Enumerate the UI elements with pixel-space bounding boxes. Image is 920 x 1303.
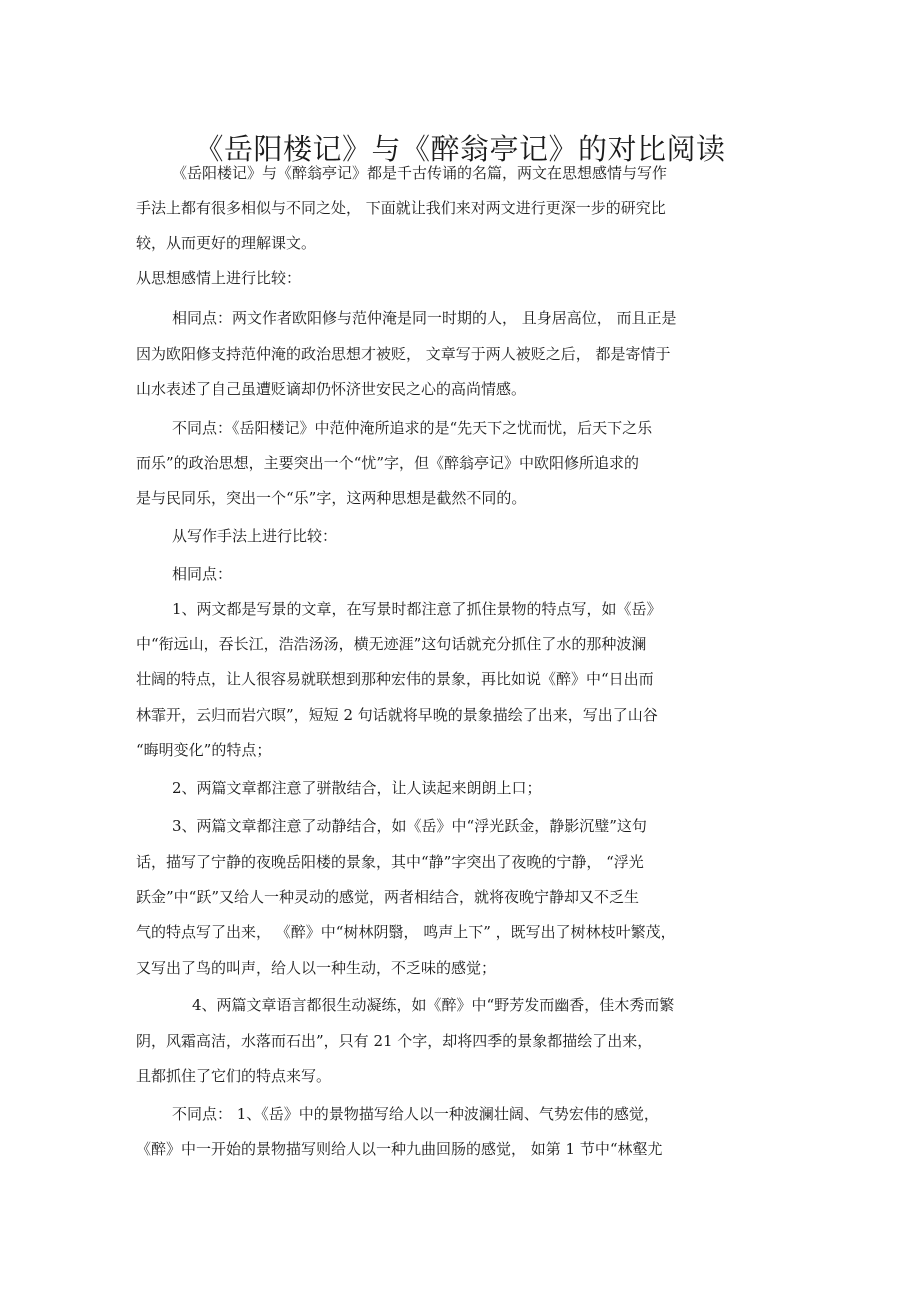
subheading: 相同点： [172, 565, 233, 583]
body-line: 又写出了鸟的叫声，给人以一种生动，不乏味的感觉； [136, 959, 497, 977]
body-line: 2、两篇文章都注意了骈散结合，让人读起来朗朗上口； [172, 779, 542, 797]
body-line: 4、两篇文章语言都很生动凝练，如《醉》中“野芳发而幽香，佳木秀而繁 [192, 996, 675, 1014]
body-line: “晦明变化”的特点； [136, 741, 272, 759]
body-line: 不同点： 1、《岳》中的景物描写给人以一种波澜壮阔、气势宏伟的感觉， [172, 1105, 659, 1123]
section-heading: 从思想感情上进行比较： [136, 269, 302, 287]
body-line: 且都抓住了它们的特点来写。 [136, 1067, 332, 1085]
body-line: 1、两文都是写景的文章，在写景时都注意了抓住景物的特点写，如《岳》 [172, 600, 662, 618]
body-line: 较，从而更好的理解课文。 [136, 234, 317, 252]
body-line: 中“衔远山，吞长江，浩浩汤汤，横无迹涯”这句话就充分抓住了水的那种波澜 [136, 635, 647, 653]
body-line: 3、两篇文章都注意了动静结合，如《岳》中“浮光跃金，静影沉璧”这句 [172, 817, 647, 835]
body-line: 林霏开，云归而岩穴暝”，短短 2 句话就将早晚的景象描绘了出来，写出了山谷 [136, 706, 658, 724]
body-line: 因为欧阳修支持范仲淹的政治思想才被贬， 文章写于两人被贬之后， 都是寄情于 [136, 345, 671, 363]
body-line: 山水表述了自己虽遭贬谪却仍怀济世安民之心的高尚情感。 [136, 380, 527, 398]
body-line: 手法上都有很多相似与不同之处， 下面就让我们来对两文进行更深一步的研究比 [136, 199, 666, 217]
body-line: 而乐”的政治思想，主要突出一个“忧”字，但《醉翁亭记》中欧阳修所追求的 [136, 454, 640, 472]
body-line: 气的特点写了出来， 《醉》中“树林阴翳， 鸣声上下” ，既写出了树林枝叶繁茂， [136, 923, 676, 941]
body-line: 跃金”中“跃”又给人一种灵动的感觉，两者相结合，就将夜晚宁静却又不乏生 [136, 888, 640, 906]
document-title: 《岳阳楼记》与《醉翁亭记》的对比阅读 [194, 132, 726, 167]
body-line: 是与民同乐，突出一个“乐”字，这两种思想是截然不同的。 [136, 489, 527, 507]
body-line: 不同点：《岳阳楼记》中范仲淹所追求的是“先天下之忧而忧，后天下之乐 [172, 419, 653, 437]
body-line: 相同点：两文作者欧阳修与范仲淹是同一时期的人， 且身居高位， 而且正是 [172, 309, 677, 327]
body-line: 《岳阳楼记》与《醉翁亭记》都是千古传诵的名篇，两文在思想感情与写作 [172, 164, 668, 182]
body-line: 话，描写了宁静的夜晚岳阳楼的景象，其中“静”字突出了夜晚的宁静， “浮光 [136, 853, 644, 871]
body-line: 壮阔的特点，让人很容易就联想到那种宏伟的景象，再比如说《醉》中“日出而 [136, 670, 654, 688]
body-line: 《醉》中一开始的景物描写则给人以一种九曲回肠的感觉， 如第 1 节中“林壑尤 [136, 1140, 663, 1158]
body-line: 阴，风霜高洁，水落而石出”，只有 21 个字，却将四季的景象都描绘了出来， [136, 1032, 653, 1050]
section-heading: 从写作手法上进行比较： [172, 527, 338, 545]
